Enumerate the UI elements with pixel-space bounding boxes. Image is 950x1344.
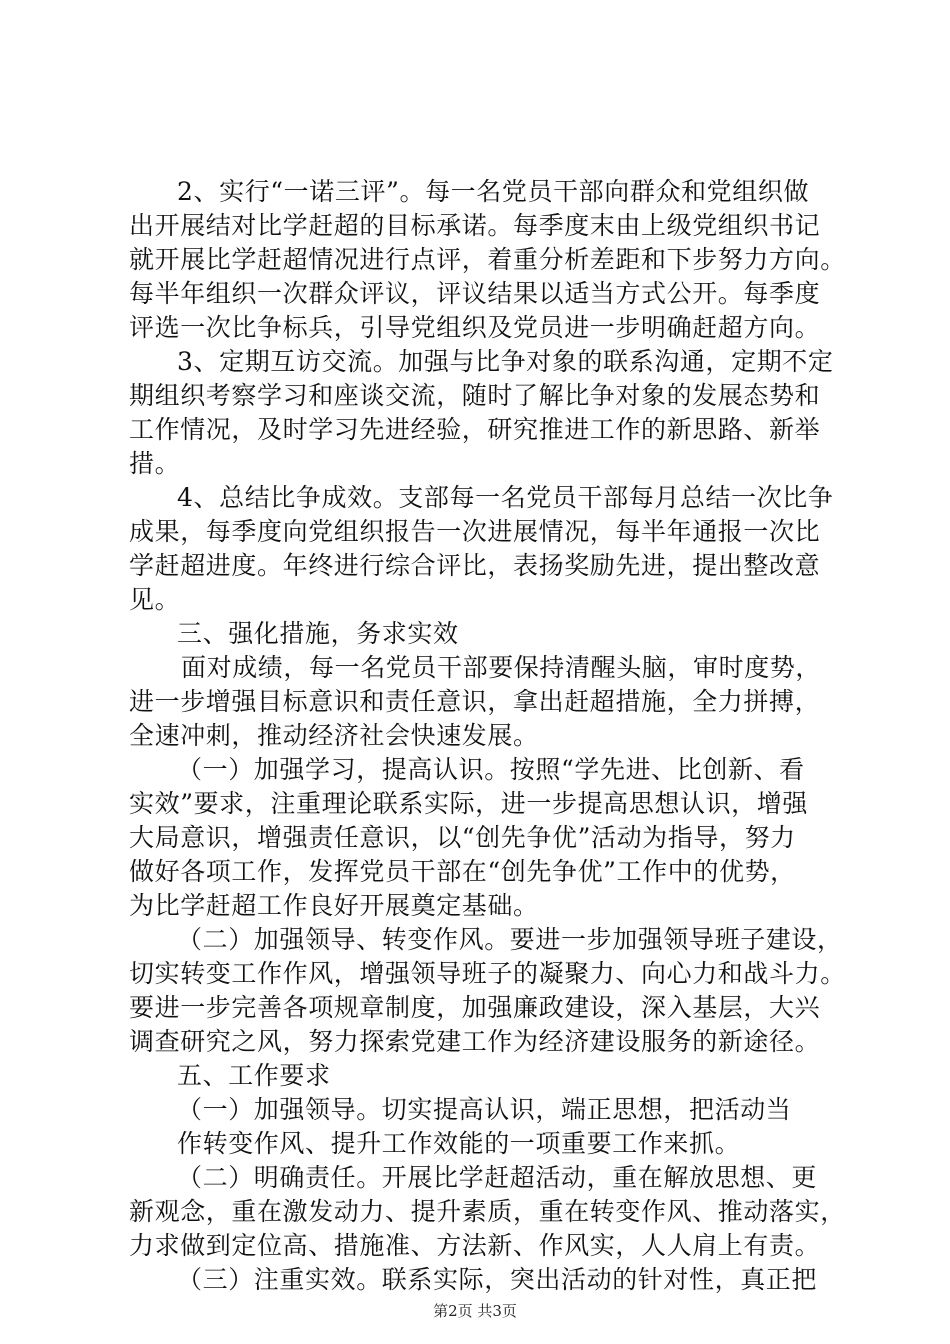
text-line: （三）注重实效。联系实际，突出活动的针对性，真正把	[177, 1265, 818, 1294]
text-line: 见。	[129, 585, 181, 614]
text-line: 期组织考察学习和座谈交流，随时了解比争对象的发展态势和	[129, 381, 821, 410]
text-line: 新观念，重在激发动力、提升素质，重在转变作风、推动落实，	[129, 1197, 846, 1226]
text-line: 措。	[129, 449, 181, 478]
text-line: 2、实行“一诺三评”。每一名党员干部向群众和党组织做	[177, 177, 810, 206]
text-line: （一）加强学习，提高认识。按照“学先进、比创新、看	[177, 755, 805, 784]
text-line: 进一步增强目标意识和责任意识，拿出赶超措施，全力拼搏，	[129, 687, 821, 716]
text-line: 大局意识，增强责任意识，以“创先争优”活动为指导，努力	[129, 823, 796, 852]
section-heading: 五、工作要求	[177, 1061, 331, 1090]
text-line: 全速冲刺，推动经济社会快速发展。	[129, 721, 539, 750]
text-line: 就开展比学赶超情况进行点评，着重分析差距和下步努力方向。	[129, 245, 846, 274]
text-line: 要进一步完善各项规章制度，加强廉政建设，深入基层，大兴	[129, 993, 821, 1022]
text-line: 力求做到定位高、措施准、方法新、作风实，人人肩上有责。	[129, 1231, 821, 1260]
text-line: 调查研究之风，努力探索党建工作为经济建设服务的新途径。	[129, 1027, 821, 1056]
text-line: 3、定期互访交流。加强与比争对象的联系沟通，定期不定	[177, 347, 834, 376]
text-line: 每半年组织一次群众评议，评议结果以适当方式公开。每季度	[129, 279, 821, 308]
text-line: 面对成绩，每一名党员干部要保持清醒头脑，审时度势，	[181, 653, 822, 682]
text-line: 4、总结比争成效。支部每一名党员干部每月总结一次比争	[177, 483, 834, 512]
text-line: 学赶超进度。年终进行综合评比，表扬奖励先进，提出整改意	[129, 551, 821, 580]
section-heading: 三、强化措施，务求实效	[177, 619, 459, 648]
text-line: 作转变作风、提升工作效能的一项重要工作来抓。	[177, 1129, 741, 1158]
text-line: （一）加强领导。切实提高认识，端正思想，把活动当	[177, 1095, 792, 1124]
text-line: 切实转变工作作风，增强领导班子的凝聚力、向心力和战斗力。	[129, 959, 846, 988]
page-footer: 第2页 共3页	[433, 1302, 517, 1320]
text-line: （二）明确责任。开展比学赶超活动，重在解放思想、更	[177, 1163, 818, 1192]
text-line: 评选一次比争标兵，引导党组织及党员进一步明确赶超方向。	[129, 313, 821, 342]
text-line: 实效”要求，注重理论联系实际，进一步提高思想认识，增强	[129, 789, 808, 818]
text-line: 做好各项工作，发挥党员干部在“创先争优”工作中的优势，	[129, 857, 796, 886]
text-line: 工作情况，及时学习先进经验，研究推进工作的新思路、新举	[129, 415, 821, 444]
text-line: 成果，每季度向党组织报告一次进展情况，每半年通报一次比	[129, 517, 821, 546]
text-line: 为比学赶超工作良好开展奠定基础。	[129, 891, 539, 920]
text-line: 出开展结对比学赶超的目标承诺。每季度末由上级党组织书记	[129, 211, 821, 240]
text-line: （二）加强领导、转变作风。要进一步加强领导班子建设，	[177, 925, 843, 954]
